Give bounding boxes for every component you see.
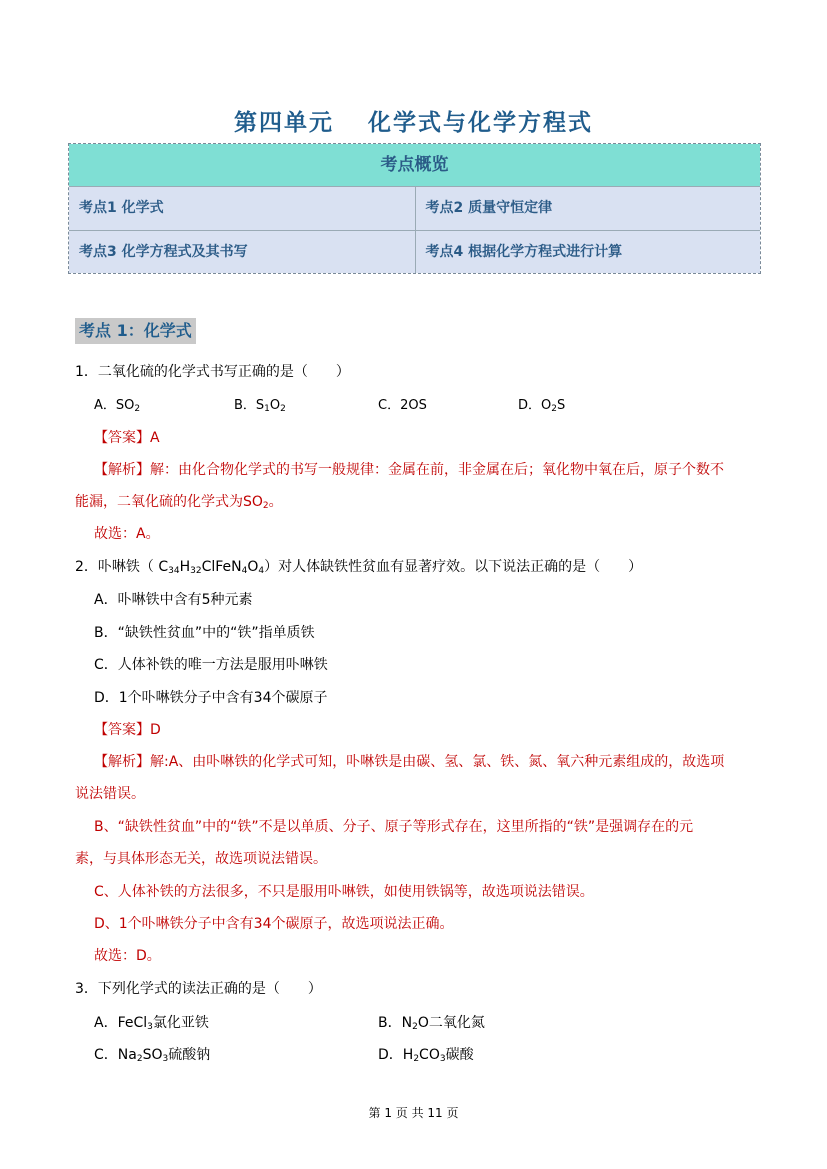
title-unit: 第四单元 (234, 110, 334, 136)
question-1-option-c: C．2OS (378, 398, 427, 413)
question-3-option-d: D．$H_2CO_3$碳酸 (378, 1047, 474, 1064)
question-2-analysis: 【解析】解:A、由卟啉铁的化学式可知，卟啉铁是由碳、氢、氯、铁、氮、氧六种元素组成的，故选项 (94, 754, 725, 770)
question-2-analysis-b-cont: 素，与具体形态无关，故选项说法错误。 (75, 851, 327, 867)
question-3-stem: 3．下列化学式的读法正确的是（ ） (75, 981, 322, 997)
overview-item: 考点4 根据化学方程式进行计算 (415, 231, 761, 273)
overview-item: 考点3 化学方程式及其书写 (79, 244, 248, 260)
question-1-option-b: B．$S_1O_2$ (234, 398, 286, 414)
question-2-option-a: A．卟啉铁中含有5种元素 (94, 592, 253, 608)
question-2-answer: 【答案】D (94, 722, 161, 738)
question-1-stem: 1．二氧化硫的化学式书写正确的是（ ） (75, 364, 350, 380)
overview-item: 考点2 质量守恒定律 (415, 187, 761, 230)
question-2-analysis-d: D、1个卟啉铁分子中含有34个碳原子，故选项说法正确。 (94, 916, 454, 932)
question-1-analysis-cont: 能漏，二氧化硫的化学式为$SO_2$。 (75, 494, 283, 511)
title-topic: 化学式与化学方程式 (368, 110, 593, 136)
question-2-analysis-c: C、人体补铁的方法很多，不只是服用卟啉铁，如使用铁锅等，故选项说法错误。 (94, 884, 594, 900)
question-3-option-a: A．FeCl$_3$氯化亚铁 (94, 1015, 209, 1032)
overview-row (69, 230, 760, 273)
section-heading: 考点 1：化学式 (75, 318, 196, 344)
question-2-stem: 2．卟啉铁（ $C_{34}H_{32}ClFeN_4O_4$）对人体缺铁性贫血有显著疗效。以下说法正确的是（ ） (75, 559, 643, 576)
question-1-option-a: A．$SO_2$ (94, 398, 141, 414)
question-1-choice: 故选：A。 (94, 526, 160, 542)
question-1-answer: 【答案】A (94, 430, 160, 446)
overview-header: 考点概览 (69, 144, 760, 187)
question-2-option-c: C．人体补铁的唯一方法是服用卟啉铁 (94, 657, 328, 673)
question-2-option-d: D．1个卟啉铁分子中含有34个碳原子 (94, 690, 328, 706)
question-3-option-c: C．$Na_2SO_3$硫酸钠 (94, 1047, 211, 1064)
page-footer: 第 1 页 共 11 页 (368, 1106, 459, 1120)
overview-table (68, 143, 761, 274)
question-2-analysis-a-cont: 说法错误。 (75, 786, 145, 802)
question-2-option-b: B．“缺铁性贫血”中的“铁”指单质铁 (94, 625, 315, 641)
question-3-option-b: B．$N_2O$二氧化氮 (378, 1015, 485, 1032)
question-1-option-d: D．$O_2S$ (518, 398, 566, 414)
page-title (0, 104, 827, 137)
overview-item: 考点1 化学式 (79, 200, 164, 216)
overview-row (69, 187, 760, 230)
question-2-analysis-b: B、“缺铁性贫血”中的“铁”不是以单质、分子、原子等形式存在，这里所指的“铁”是强调存在的元 (94, 819, 694, 835)
question-2-choice: 故选：D。 (94, 948, 161, 964)
question-1-analysis: 【解析】解：由化合物化学式的书写一般规律：金属在前，非金属在后；氧化物中氧在后，原子个数不 (94, 462, 724, 478)
